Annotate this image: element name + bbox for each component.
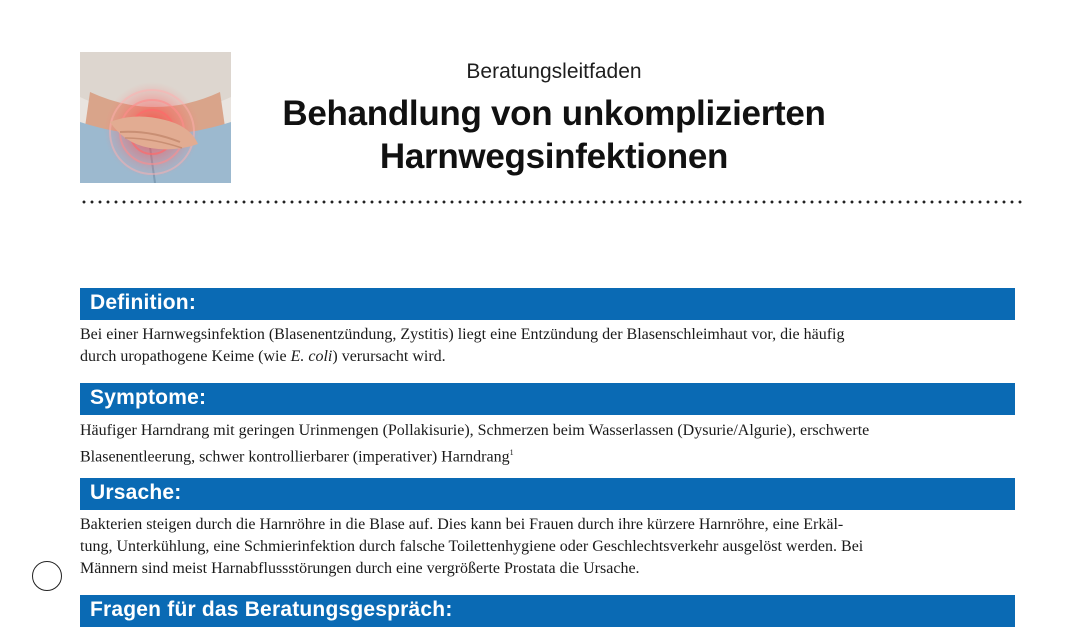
- definition-line-1: Bei einer Harnwegsinfektion (Blasenentzündung, Zystitis) liegt eine Entzündung der Blasenschleimhaut vor, die häufig: [80, 326, 845, 343]
- document-kicker: Beratungsleitfaden: [466, 60, 642, 83]
- definition-italic-term: E. coli: [290, 348, 333, 365]
- document-title: [230, 92, 878, 178]
- symptome-line-2: [80, 442, 1015, 468]
- section-header-fragen: [80, 595, 1015, 627]
- section-heading: Symptome:: [90, 386, 207, 409]
- definition-text: durch uropathogene Keime (wie: [80, 348, 291, 365]
- dotted-divider: [80, 199, 1026, 205]
- section-body-definition: [80, 324, 1015, 368]
- footnote-marker[interactable]: 1: [509, 448, 514, 457]
- symptome-line-1: Häufiger Harndrang mit geringen Urinmengen (Pollakisurie), Schmerzen beim Wasserlassen (Dysurie/Algurie), erschwerte: [80, 422, 870, 439]
- section-heading: Definition:: [90, 291, 197, 314]
- section-header-definition: [80, 288, 1015, 320]
- title-line-2: Harnwegsinfektionen: [379, 137, 729, 176]
- definition-line-2: [80, 346, 1015, 368]
- definition-text-end: ) verursacht wird.: [332, 348, 446, 365]
- title-line-1: Behandlung von unkomplizierten: [282, 94, 826, 133]
- section-header-ursache: [80, 478, 1015, 510]
- section-header-symptome: [80, 383, 1015, 415]
- abdominal-pain-illustration: [80, 52, 231, 183]
- ursache-line-3: Männern sind meist Harnabflussstörungen durch eine vergrößerte Prostata die Ursache.: [80, 560, 640, 577]
- section-body-ursache: [80, 514, 1015, 580]
- hero-photo: [80, 52, 231, 183]
- symptome-text: Blasenentleerung, schwer kontrollierbarer (imperativer) Harndrang: [80, 448, 510, 466]
- ursache-line-1: Bakterien steigen durch die Harnröhre in die Blase auf. Dies kann bei Frauen durch ihre kürzere Harnröhre, eine Erkäl-: [80, 516, 844, 533]
- checkbox-circle[interactable]: [32, 561, 62, 591]
- section-heading: Ursache:: [90, 481, 182, 504]
- ursache-line-2: tung, Unterkühlung, eine Schmierinfektion durch falsche Toilettenhygiene oder Geschlechtsverkehr ausgelöst werden. Bei: [80, 538, 864, 555]
- section-heading: Fragen für das Beratungsgespräch:: [90, 598, 453, 621]
- section-body-symptome: [80, 420, 1015, 468]
